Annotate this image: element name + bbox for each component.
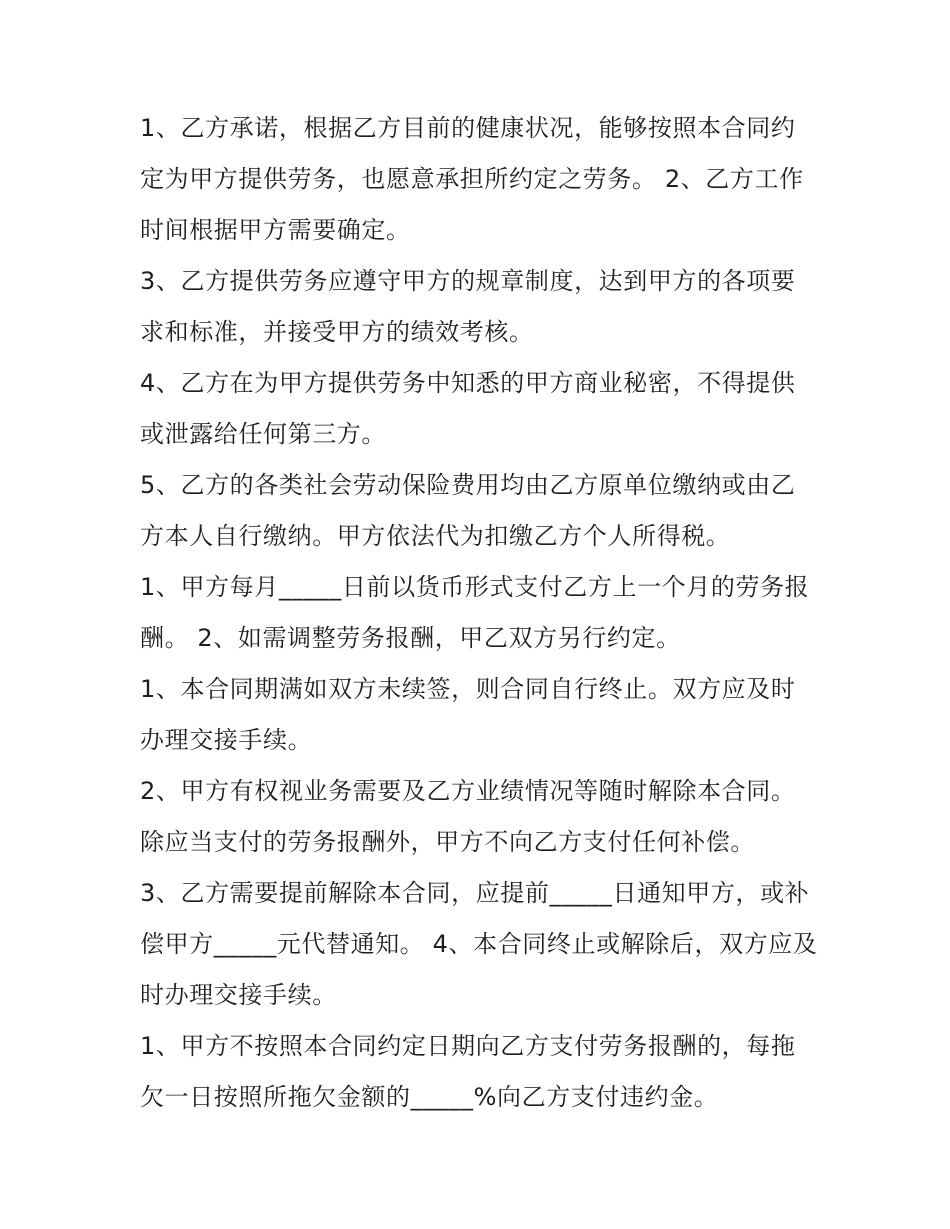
text-line: 1、甲方不按照本合同约定日期向乙方支付劳务报酬的，每拖 [140, 1032, 796, 1060]
text-line: 时办理交接手续。 [140, 981, 337, 1009]
text-line: 偿甲方_____元代替通知。 4、本合同终止或解除后，双方应及 [140, 930, 818, 958]
text-line: 定为甲方提供劳务，也愿意承担所约定之劳务。 2、乙方工作 [140, 165, 804, 193]
document-body [140, 103, 818, 1123]
text-line: 3、乙方需要提前解除本合同，应提前_____日通知甲方，或补 [140, 879, 810, 907]
text-line: 酬。 2、如需调整劳务报酬，甲乙双方另行约定。 [140, 624, 681, 652]
text-line: 求和标准，并接受甲方的绩效考核。 [140, 318, 534, 346]
text-line: 时间根据甲方需要确定。 [140, 216, 411, 244]
text-line: 1、本合同期满如双方未续签，则合同自行终止。双方应及时 [140, 675, 796, 703]
text-line: 除应当支付的劳务报酬外，甲方不向乙方支付任何补偿。 [140, 828, 755, 856]
text-line: 或泄露给任何第三方。 [140, 420, 386, 448]
text-line: 5、乙方的各类社会劳动保险费用均由乙方原单位缴纳或由乙 [140, 471, 796, 499]
text-line: 3、乙方提供劳务应遵守甲方的规章制度，达到甲方的各项要 [140, 267, 796, 295]
text-line: 办理交接手续。 [140, 726, 313, 754]
text-line: 欠一日按照所拖欠金额的_____%向乙方支付违约金。 [140, 1083, 719, 1111]
text-line: 方本人自行缴纳。甲方依法代为扣缴乙方个人所得税。 [140, 522, 731, 550]
text-line: 2、甲方有权视业务需要及乙方业绩情况等随时解除本合同。 [140, 777, 796, 805]
text-line: 1、甲方每月_____日前以货币形式支付乙方上一个月的劳务报 [140, 573, 810, 601]
text-line: 1、乙方承诺，根据乙方目前的健康状况，能够按照本合同约 [140, 114, 796, 142]
text-line: 4、乙方在为甲方提供劳务中知悉的甲方商业秘密，不得提供 [140, 369, 796, 397]
